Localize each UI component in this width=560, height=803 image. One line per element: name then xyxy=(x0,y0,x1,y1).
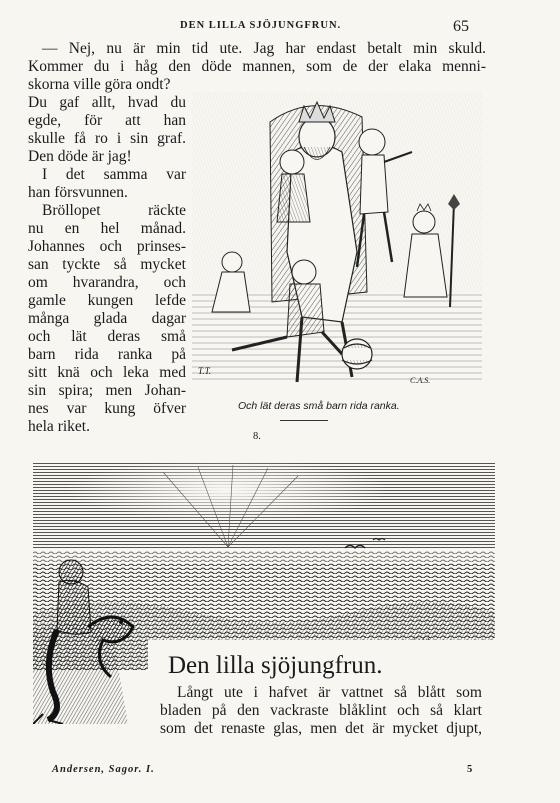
engraver-monogram: T.T. xyxy=(198,366,212,376)
figure-caption: Och lät deras små barn rida ranka. xyxy=(238,400,400,412)
text-line: Den döde är jag! xyxy=(28,148,132,165)
engraving-king-children xyxy=(192,92,482,392)
text-line: san tyckte så mycket xyxy=(28,256,186,273)
text-line: skorna ville göra ondt? xyxy=(28,76,171,93)
text-line: bladen på den vackraste blåklint och så klart xyxy=(160,702,482,719)
text-line: — Nej, nu är min tid ute. Jag har endast betalt min skuld. xyxy=(42,40,486,57)
text-line: Johannes och prinses- xyxy=(28,238,186,255)
text-line: sin spira; men Johan- xyxy=(28,382,186,399)
text-line: som det renaste glas, men det är mycket djupt, xyxy=(160,720,482,737)
engraver-signature: C.A.S. xyxy=(410,376,431,385)
text-line: hela riket. xyxy=(28,418,90,435)
figure-number: 8. xyxy=(253,431,261,442)
caption-rule xyxy=(280,420,328,421)
text-line: Kommer du i håg den döde mannen, som de der elaka menni- xyxy=(28,58,486,75)
text-line: sitt knä och leka med xyxy=(28,364,186,381)
text-line: Du gaf allt, hvad du xyxy=(28,94,186,111)
text-line: och lät deras små xyxy=(28,328,186,345)
text-line: många glada dagar xyxy=(28,310,186,327)
text-line: skulle få ro i sin graf. xyxy=(28,130,186,147)
text-line: barn rida ranka på xyxy=(28,346,186,363)
text-line: Långt ute i hafvet är vattnet så blått som xyxy=(177,684,482,701)
text-line: han försvunnen. xyxy=(28,184,128,201)
running-title: DEN LILLA SJÖJUNGFRUN. xyxy=(180,20,342,31)
text-line: egde, för att han xyxy=(28,112,186,129)
footer-source: Andersen, Sagor. I. xyxy=(52,764,155,775)
footer-signature-mark: 5 xyxy=(467,764,473,775)
page-number: 65 xyxy=(453,18,469,35)
text-line: I det samma var xyxy=(42,166,186,183)
text-line: om hvarandra, och xyxy=(28,274,186,291)
text-line: Bröllopet räckte xyxy=(42,202,186,219)
text-line: nu en hel månad. xyxy=(28,220,186,237)
text-line: gamle kungen lefde xyxy=(28,292,186,309)
illustration-king-children xyxy=(192,92,482,392)
chapter-title: Den lilla sjöjungfrun. xyxy=(168,652,383,679)
page-header xyxy=(0,18,560,38)
text-line: nes var kung öfver xyxy=(28,400,186,417)
